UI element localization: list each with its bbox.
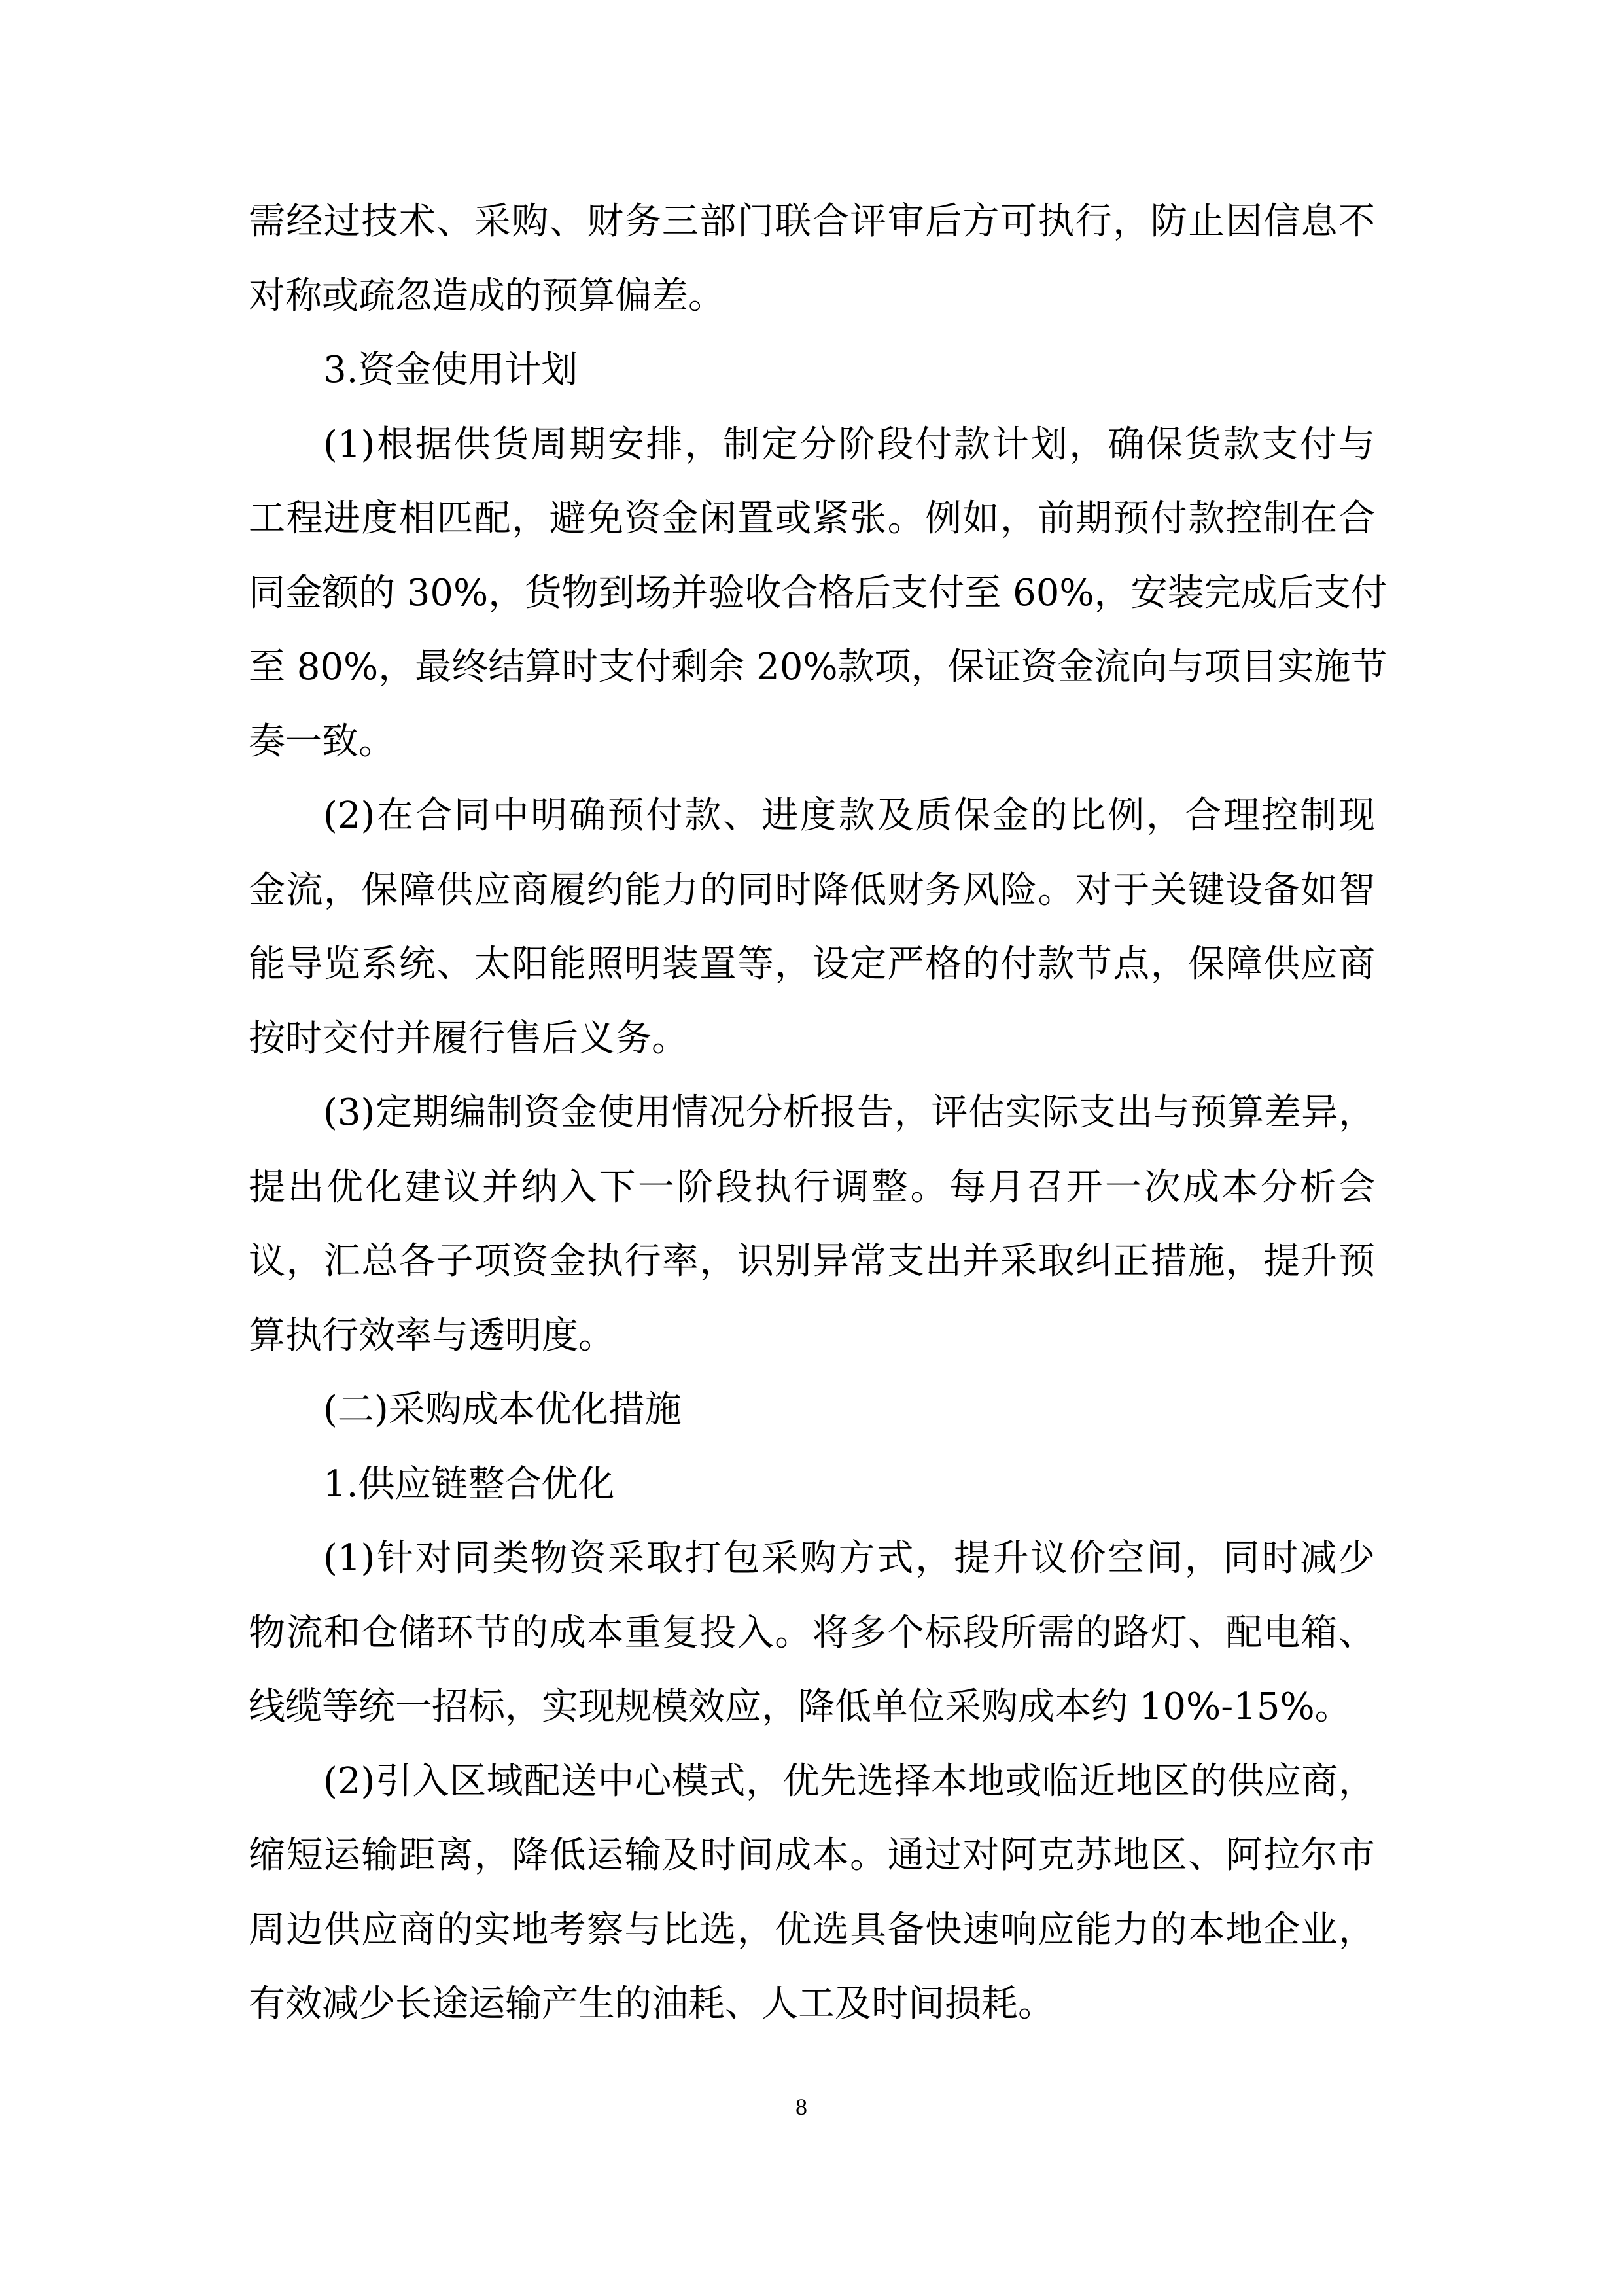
text-line: 至 80%，最终结算时支付剩余 20%款项，保证资金流向与项目实施节 <box>249 646 1387 688</box>
text-line: 有效减少长途运输产生的油耗、人工及时间损耗。 <box>249 1983 1055 2025</box>
section-heading-procurement <box>249 1373 1375 1447</box>
text-line: 金流，保障供应商履约能力的同时降低财务风险。对于关键设备如智 <box>249 868 1375 911</box>
text-line: 线缆等统一招标，实现规模效应，降低单位采购成本约 10%-15%。 <box>249 1686 1352 1728</box>
text-line: 能导览系统、太阳能照明装置等，设定严格的付款节点，保障供应商 <box>249 943 1375 985</box>
text-line: 奏一致。 <box>249 720 395 763</box>
paragraph-supply-1 <box>249 1521 1375 1744</box>
text-line: 提出优化建议并纳入下一阶段执行调整。每月召开一次成本分析会 <box>249 1165 1375 1209</box>
paragraph-fund-3 <box>249 1076 1375 1373</box>
section-heading-supply-chain <box>249 1447 1375 1522</box>
heading-text: (二)采购成本优化措施 <box>323 1388 682 1431</box>
text-line: (2)在合同中明确预付款、进度款及质保金的比例，合理控制现 <box>323 794 1375 837</box>
text-line: 缩短运输距离，降低运输及时间成本。通过对阿克苏地区、阿拉尔市 <box>249 1834 1375 1877</box>
body-text <box>249 185 1387 2041</box>
text-line: 算执行效率与透明度。 <box>249 1314 615 1357</box>
section-heading-fund-plan <box>249 333 1375 408</box>
text-line: (1)针对同类物资采取打包采购方式，提升议价空间，同时减少 <box>323 1537 1375 1580</box>
paragraph-fund-2 <box>249 779 1375 1076</box>
text-line: 需经过技术、采购、财务三部门联合评审后方可执行，防止因信息不 <box>249 200 1375 243</box>
heading-text: 3.资金使用计划 <box>323 349 578 391</box>
text-line: 物流和仓储环节的成本重复投入。将多个标段所需的路灯、配电箱、 <box>249 1611 1375 1654</box>
text-line: 工程进度相匹配，避免资金闲置或紧张。例如，前期预付款控制在合 <box>249 497 1375 540</box>
text-line: (3)定期编制资金使用情况分析报告，评估实际支出与预算差异， <box>323 1091 1375 1134</box>
page-number: 8 <box>795 2094 807 2120</box>
paragraph-fund-1 <box>249 408 1387 779</box>
paragraph-continued <box>249 185 1375 333</box>
text-line: 按时交付并履行售后义务。 <box>249 1017 688 1060</box>
text-line: 周边供应商的实地考察与比选，优选具备快速响应能力的本地企业， <box>249 1908 1375 1951</box>
text-line: 同金额的 30%，货物到场并验收合格后支付至 60%，安装完成后支付 <box>249 571 1387 614</box>
text-line: 对称或疏忽造成的预算偏差。 <box>249 274 725 317</box>
paragraph-supply-2 <box>249 1744 1375 2041</box>
heading-text: 1.供应链整合优化 <box>323 1462 615 1506</box>
text-line: (2)引入区域配送中心模式，优先选择本地或临近地区的供应商， <box>323 1759 1375 1803</box>
text-line: (1)根据供货周期安排，制定分阶段付款计划，确保货款支付与 <box>323 423 1375 466</box>
text-line: 议，汇总各子项资金执行率，识别异常支出并采取纠正措施，提升预 <box>249 1240 1375 1282</box>
